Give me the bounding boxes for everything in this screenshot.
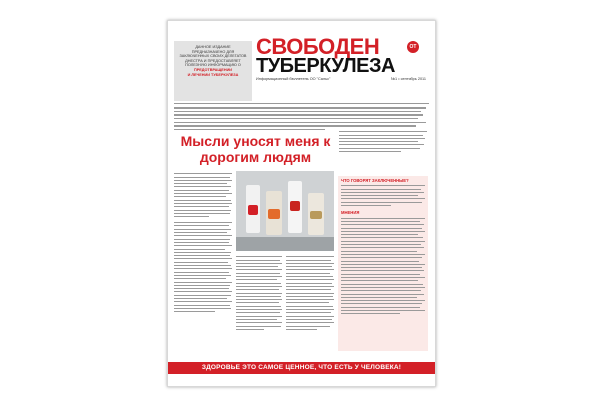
article-photo xyxy=(236,171,334,251)
article-column-2 xyxy=(236,254,282,332)
divider xyxy=(174,103,429,104)
sidebar-box xyxy=(338,176,428,351)
bulletin-subtitle: Информационный бюллетень ОО "Сальс" xyxy=(256,77,331,81)
title-line-2: ТУБЕРКУЛЕЗА xyxy=(256,55,395,77)
notice-line: ПОЛЕЗНУЮ ИНФОРМАЦИЮ О xyxy=(185,63,241,68)
notice-highlight: И ЛЕЧЕНИИ ТУБЕРКУЛЕЗА xyxy=(187,72,239,77)
article-headline: Мысли уносят меня к дорогим людям xyxy=(180,133,331,165)
sidebar-subheading: МНЕНИЯ xyxy=(341,210,360,216)
title-badge: ОТ xyxy=(407,41,419,53)
footer-banner: ЗДОРОВЬЕ ЭТО САМОЕ ЦЕННОЕ, ЧТО ЕСТЬ У ЧЕЛОВЕКА! xyxy=(168,362,435,374)
article-column-1 xyxy=(174,171,232,314)
notice-line: ПРЕДНАЗНАЧЕНО ДЛЯ xyxy=(191,49,235,54)
credit-text xyxy=(339,129,427,154)
notice-line: ДАННОЕ ИЗДАНИЕ xyxy=(195,45,231,49)
notice-line: ДНЕСТРА И ПРЕДОСТАВЛЯЕТ xyxy=(185,58,241,63)
notice-highlight: ПРЕДОТВРАЩЕНИИ xyxy=(193,67,233,72)
issue-number: №1 • сентябрь 2011 xyxy=(390,77,426,81)
edition-notice xyxy=(174,41,252,101)
title-line-1: СВОБОДЕН xyxy=(256,34,380,59)
notice-line: ЗАКЛЮЧЕННЫХ СВОИХ ДЕЛЕГАТОВ xyxy=(179,54,247,59)
sidebar-heading: ЧТО ГОВОРЯТ ЗАКЛЮЧЕННЫЕ? xyxy=(341,178,409,183)
masthead xyxy=(256,34,426,81)
article-column-3 xyxy=(286,254,334,332)
newspaper-page xyxy=(167,20,436,387)
masthead-subline xyxy=(256,77,426,81)
